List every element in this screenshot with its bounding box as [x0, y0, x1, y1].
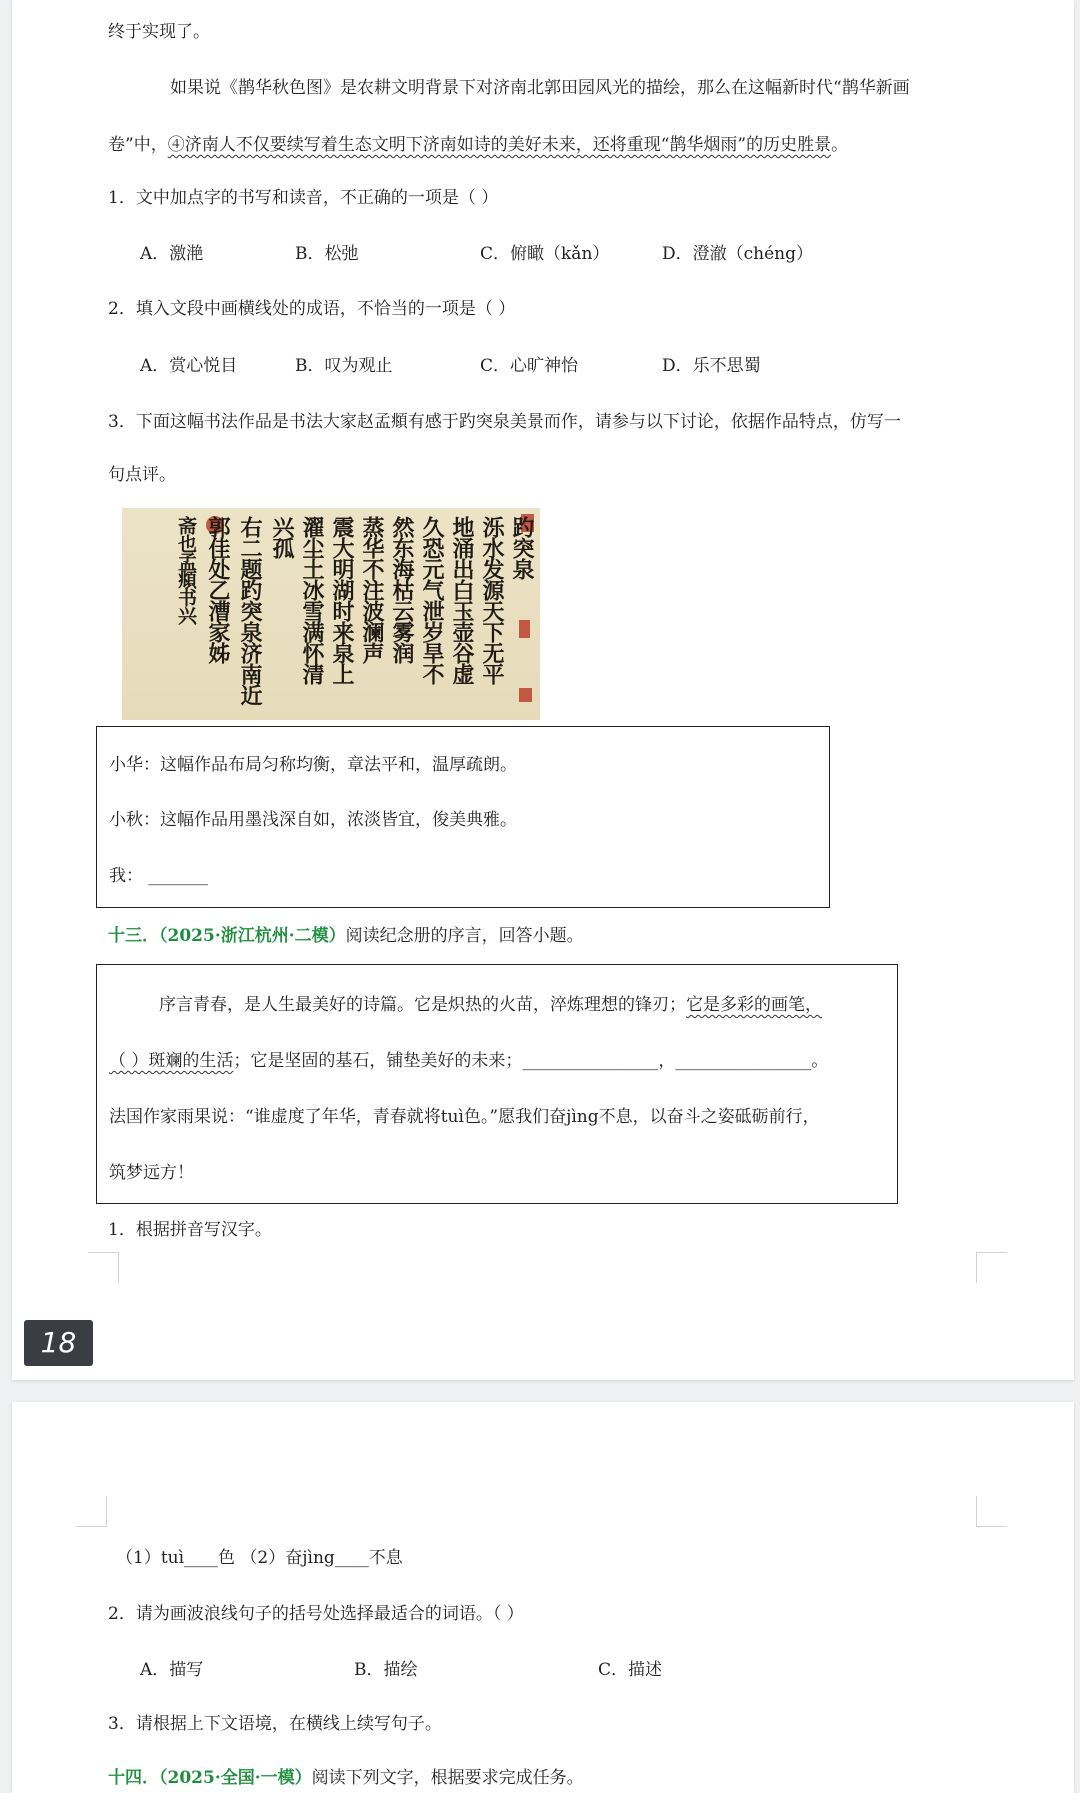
- question-3: 3．下面这幅书法作品是书法大家赵孟頫有感于趵突泉美景而作，请参与以下讨论，依据作品特点，仿写一: [108, 412, 901, 432]
- paragraph-line: [108, 133, 848, 157]
- answer-blank: _______: [148, 866, 208, 886]
- option-c: C．描述: [598, 1660, 663, 1680]
- calligraphy-column: 右二题趵突泉济南近: [237, 516, 263, 705]
- wavy-underlined-sentence: 它是多彩的画笔，: [686, 995, 822, 1015]
- option-b: B．描绘: [354, 1660, 418, 1680]
- preface-line: [109, 1049, 828, 1073]
- calligraphy-column: 趵突泉: [509, 516, 535, 579]
- comment-xiaohua: 小华：这幅作品布局匀称均衡，章法平和，温厚疏朗。: [109, 755, 517, 775]
- section-13-title: 十三．（2025·浙江杭州·二模）: [108, 926, 346, 946]
- wavy-underlined-sentence: ④济南人不仅要续写着生态文明下济南如诗的美好未来，还将重现“鹊华烟雨”的历史胜景: [167, 135, 832, 155]
- option-a: A．赏心悦目: [140, 356, 238, 376]
- calligraphy-column: 蒸华不注波澜声: [359, 516, 385, 663]
- seal-stamp: [519, 688, 532, 702]
- text-span: 。: [811, 1051, 829, 1071]
- calligraphy-column: 斋也孟頫书兴: [175, 516, 197, 624]
- calligraphy-column: 久恐元气泄岁旱不: [419, 516, 445, 684]
- question-2: 2．填入文段中画横线处的成语，不恰当的一项是（ ）: [108, 299, 516, 319]
- section-14-title: 十四．（2025·全国·一模）: [108, 1768, 312, 1788]
- option-a: A．激滟: [140, 244, 204, 264]
- question-2: 2．请为画波浪线句子的括号处选择最适合的词语。（ ）: [108, 1604, 524, 1624]
- option-c: C．心旷神怡: [480, 356, 579, 376]
- corner-mark: [76, 1496, 107, 1527]
- text-line: 终于实现了。: [108, 22, 210, 42]
- me-label: 我：: [109, 866, 143, 886]
- text-span: 序言青春，是人生最美好的诗篇。它是炽热的火苗，淬炼理想的锋刃；: [159, 995, 686, 1015]
- section-13-instruction: 阅读纪念册的序言，回答小题。: [345, 926, 584, 946]
- preface-line: 筑梦远方！: [109, 1163, 194, 1183]
- document-page-2: [12, 1402, 1074, 1793]
- page-number-badge: 18: [24, 1320, 93, 1366]
- seal-stamp: [519, 620, 530, 638]
- text-span: ，: [658, 1051, 676, 1071]
- option-c: C．俯瞰（kǎn）: [480, 244, 610, 264]
- preface-line: [159, 993, 822, 1017]
- discussion-box: [96, 726, 830, 908]
- question-1: 1．文中加点字的书写和读音，不正确的一项是（ ）: [108, 188, 499, 208]
- text-span: 卷”中，: [108, 135, 168, 155]
- calligraphy-column: 震大明湖时来泉上: [329, 516, 355, 684]
- calligraphy-column: 郭佳处乙漕家姊: [205, 516, 231, 663]
- text-span: ；它是坚固的基石，铺垫美好的未来；: [233, 1051, 523, 1071]
- pinyin-items: （1）tuì____色 （2）奋jìng____不息: [116, 1548, 403, 1568]
- calligraphy-column: 然东海枯云雾润: [389, 516, 415, 663]
- calligraphy-column: 地涌出白玉壶谷虚: [449, 516, 475, 684]
- section-13-heading: [108, 924, 584, 948]
- calligraphy-column: 濯尘土冰雪满怀清: [299, 516, 325, 684]
- option-b: B．叹为观止: [295, 356, 393, 376]
- corner-mark: [976, 1496, 1007, 1527]
- question-3: 3．请根据上下文语境，在横线上续写句子。: [108, 1714, 442, 1734]
- document-page-1: [12, 0, 1074, 1380]
- question-3-cont: 句点评。: [108, 465, 176, 485]
- corner-mark: [976, 1252, 1007, 1283]
- question-13-1: 1．根据拼音写汉字。: [108, 1220, 272, 1240]
- comment-me: [109, 864, 208, 888]
- calligraphy-artwork: [122, 508, 540, 720]
- answer-blank: ________________: [675, 1051, 812, 1071]
- option-b: B．松弛: [295, 244, 359, 264]
- option-a: A．描写: [140, 1660, 204, 1680]
- paragraph-line: 如果说《鹊华秋色图》是农耕文明背景下对济南北郭田园风光的描绘，那么在这幅新时代“鹊华新画: [170, 78, 910, 98]
- wavy-underlined-sentence: （ ）斑斓的生活: [109, 1051, 234, 1071]
- section-14-instruction: 阅读下列文字，根据要求完成任务。: [311, 1768, 584, 1788]
- answer-blank: ________________: [522, 1051, 659, 1071]
- comment-xiaoqiu: 小秋：这幅作品用墨浅深自如，浓淡皆宜，俊美典雅。: [109, 810, 517, 830]
- section-14-heading: [108, 1766, 584, 1790]
- text-span: 。: [831, 135, 849, 155]
- calligraphy-column: 泺水发源天下无平: [479, 516, 505, 684]
- calligraphy-column: 兴孤: [269, 516, 295, 558]
- preface-box: [96, 964, 898, 1204]
- corner-mark: [88, 1252, 119, 1283]
- option-d: D．乐不思蜀: [662, 356, 761, 376]
- preface-line: 法国作家雨果说：“谁虚度了年华，青春就将tuì色。”愿我们奋jìng不息，以奋斗之姿砥砺前行，: [109, 1107, 820, 1127]
- option-d: D．澄澈（chéng）: [662, 244, 813, 264]
